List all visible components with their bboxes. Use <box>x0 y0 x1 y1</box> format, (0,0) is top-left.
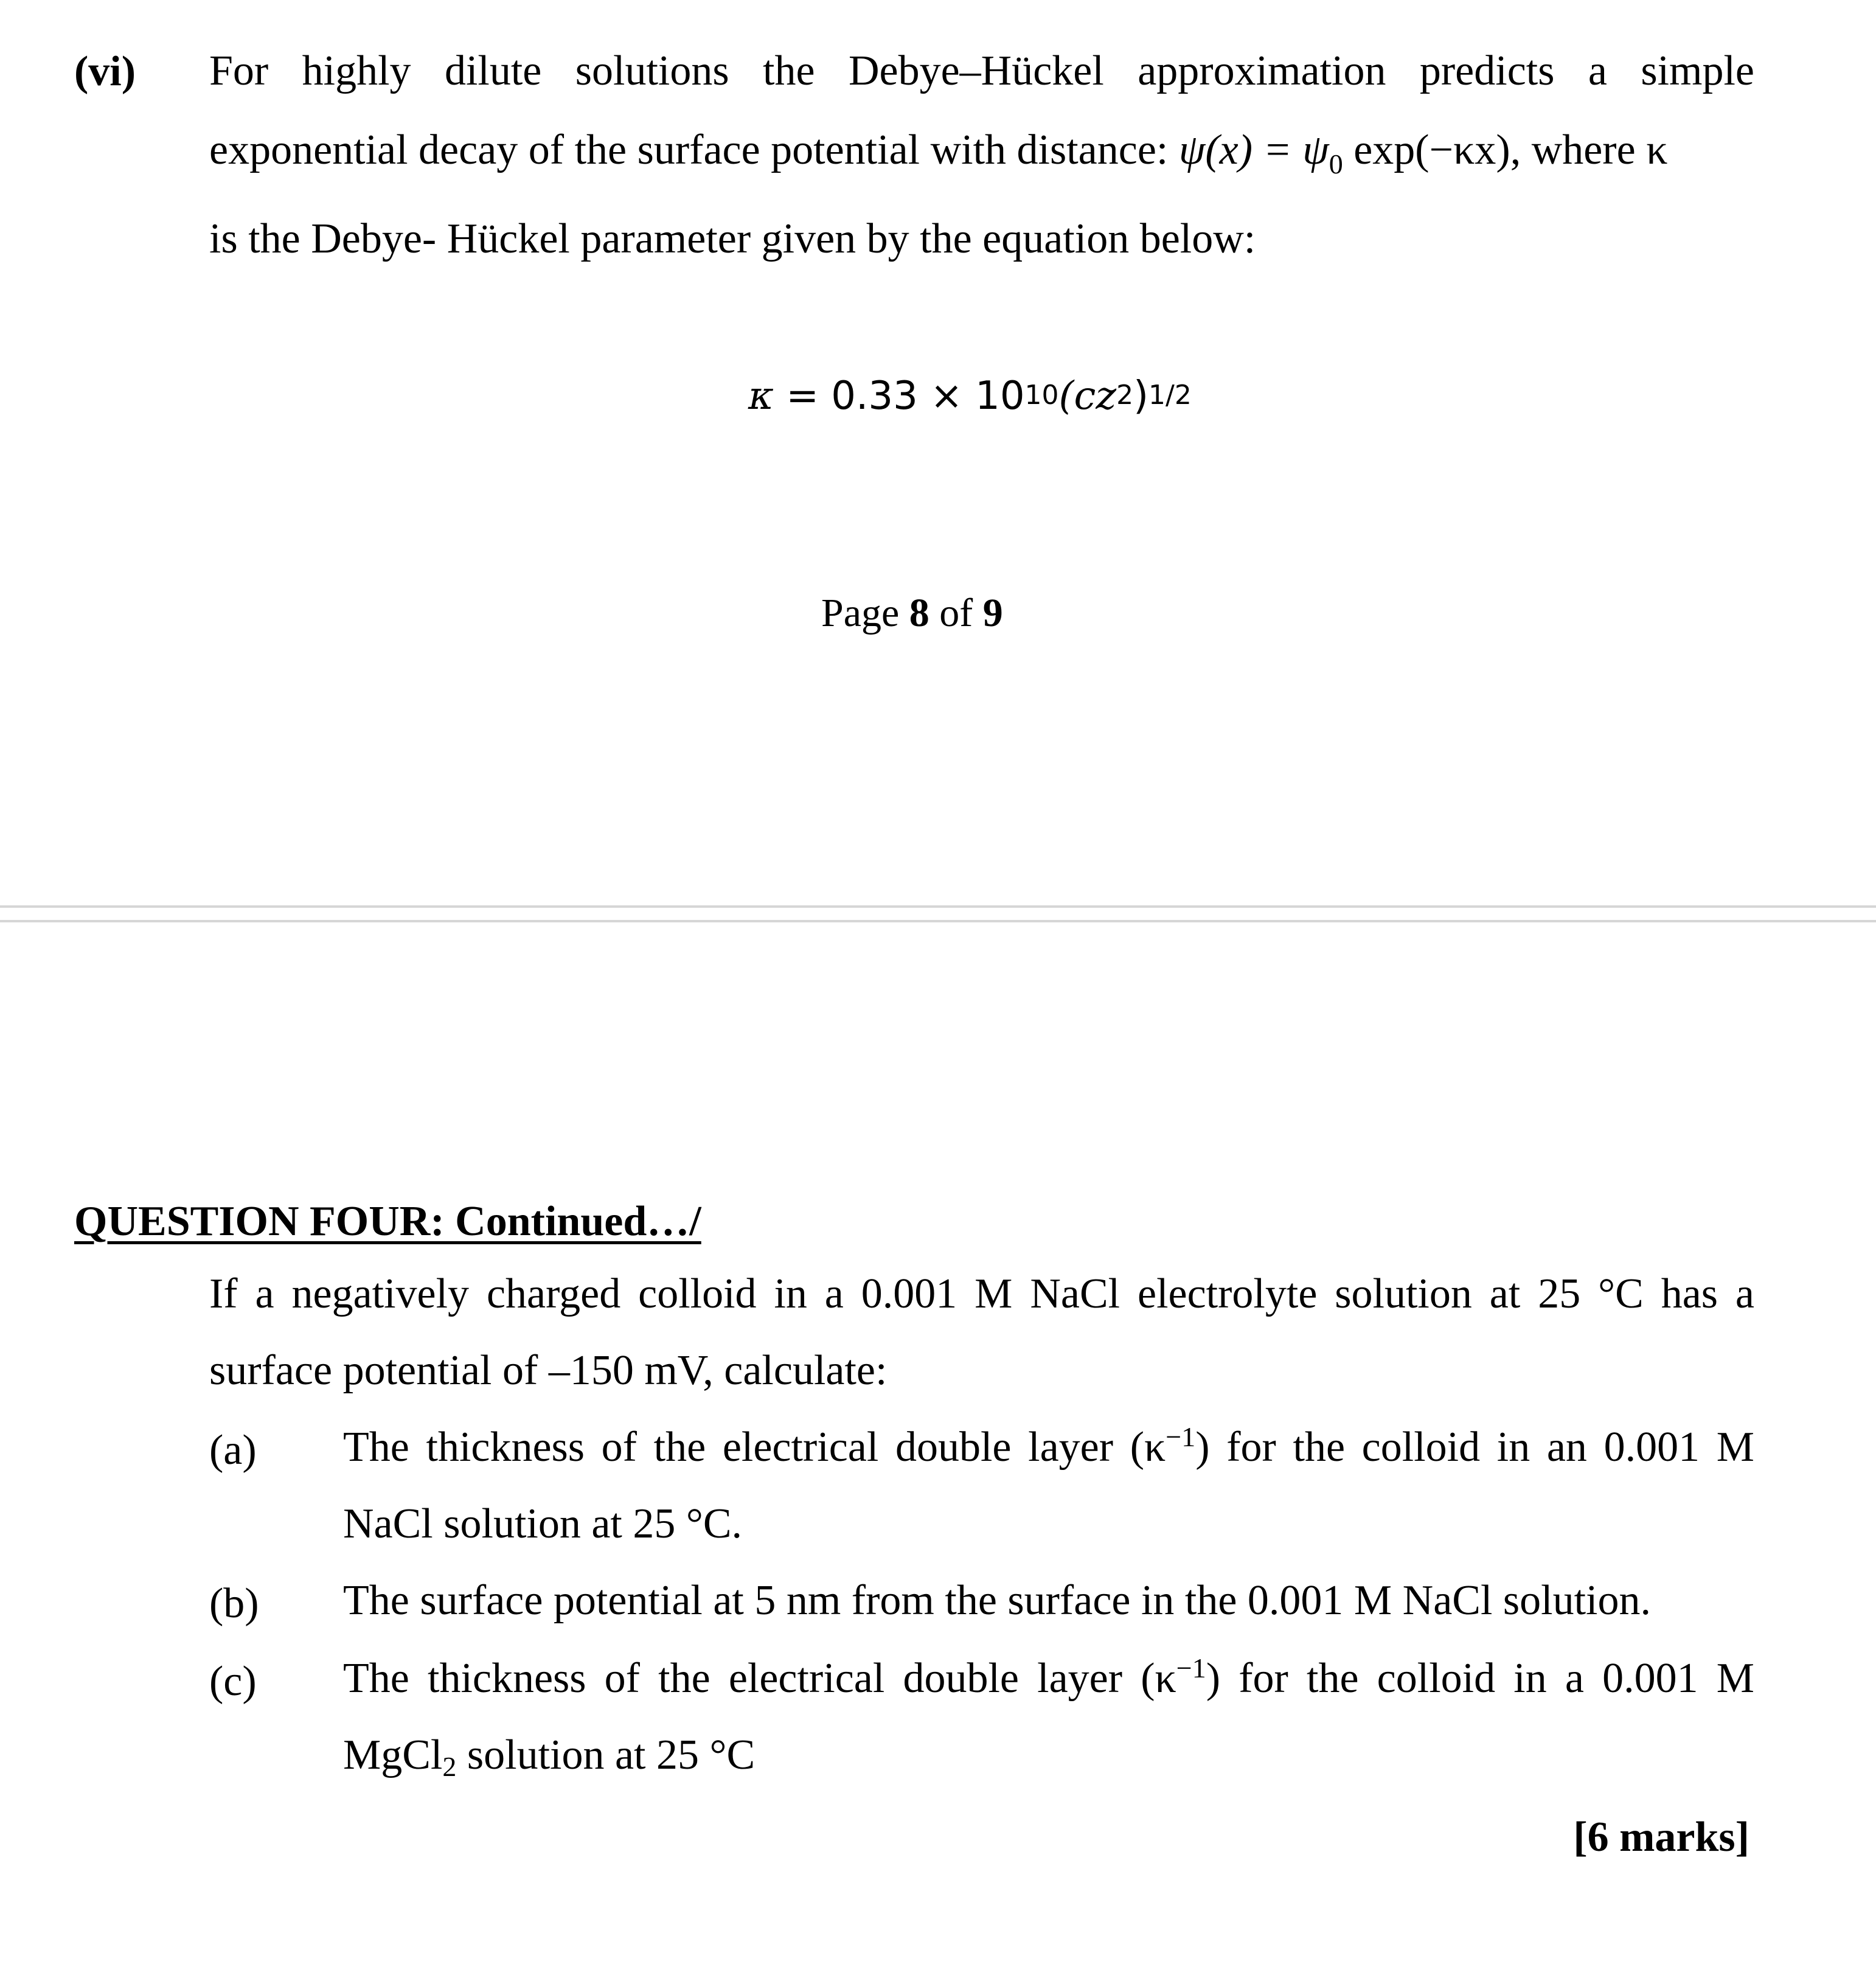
debye-huckel-equation <box>748 374 1192 419</box>
outer-exponent: 1/2 <box>1148 380 1192 411</box>
paragraph-line-1: For highly dilute solutions the Debye–Hückel approximation predicts a simple <box>209 47 1754 94</box>
item-b-line-1: The surface potential at 5 nm from the surface in the 0.001 M NaCl solution. <box>343 1577 1652 1624</box>
exp-expression: exp(−κx) <box>1343 127 1510 173</box>
marks-label: [6 marks] <box>1573 1814 1749 1861</box>
page-footer <box>821 590 1003 636</box>
kappa-symbol: κ <box>748 374 774 419</box>
item-c-subscript: 2 <box>442 1751 457 1782</box>
line2-tail: , where κ <box>1510 127 1668 173</box>
page-separator-bottom <box>0 920 1876 922</box>
item-a-post: ) for the colloid in an 0.001 M <box>1195 1424 1755 1471</box>
item-c-tail: solution at 25 °C <box>456 1732 756 1778</box>
equation-rhs: = 0.33 × 10 <box>773 374 1025 419</box>
ten-exponent: 10 <box>1024 380 1059 411</box>
z-exponent: 2 <box>1116 380 1134 411</box>
footer-middle: of <box>929 591 983 635</box>
footer-current-page: 8 <box>909 591 929 635</box>
item-c-mgcl: MgCl <box>343 1732 443 1778</box>
item-label-b: (b) <box>209 1580 259 1627</box>
footer-total-pages: 9 <box>982 591 1003 635</box>
equation-paren: (cz <box>1058 374 1117 419</box>
item-a-line-2: NaCl solution at 25 °C. <box>343 1500 743 1547</box>
item-label-vi: (vi) <box>74 48 136 95</box>
item-label-c: (c) <box>209 1658 257 1705</box>
item-c-line-2 <box>343 1732 756 1782</box>
item-c-post: ) for the colloid in a 0.001 M <box>1206 1655 1755 1702</box>
paragraph-line-3: is the Debye- Hückel parameter given by the equation below: <box>209 215 1256 262</box>
intro-line-2: surface potential of –150 mV, calculate: <box>209 1347 888 1394</box>
line2-text: exponential decay of the surface potential with distance: <box>209 127 1179 173</box>
item-c-superscript: −1 <box>1176 1652 1206 1684</box>
paragraph-line-2 <box>209 127 1754 179</box>
equation-close: ) <box>1133 374 1149 419</box>
item-a-line-1 <box>343 1421 1755 1471</box>
intro-line-1: If a negatively charged colloid in a 0.001 M NaCl electrolyte solution at 25 °C has a <box>209 1270 1754 1317</box>
item-a-superscript: −1 <box>1166 1421 1196 1452</box>
item-label-a: (a) <box>209 1427 257 1474</box>
question-heading: QUESTION FOUR: Continued…/ <box>74 1198 701 1245</box>
item-a-pre: The thickness of the electrical double layer (κ <box>343 1424 1166 1471</box>
psi-expression: ψ(x) = ψ <box>1178 127 1329 173</box>
page-separator-top <box>0 905 1876 908</box>
psi-subscript-zero: 0 <box>1329 148 1343 179</box>
item-c-pre: The thickness of the electrical double layer (κ <box>343 1655 1176 1702</box>
footer-prefix: Page <box>821 591 909 635</box>
item-c-line-1 <box>343 1652 1755 1702</box>
